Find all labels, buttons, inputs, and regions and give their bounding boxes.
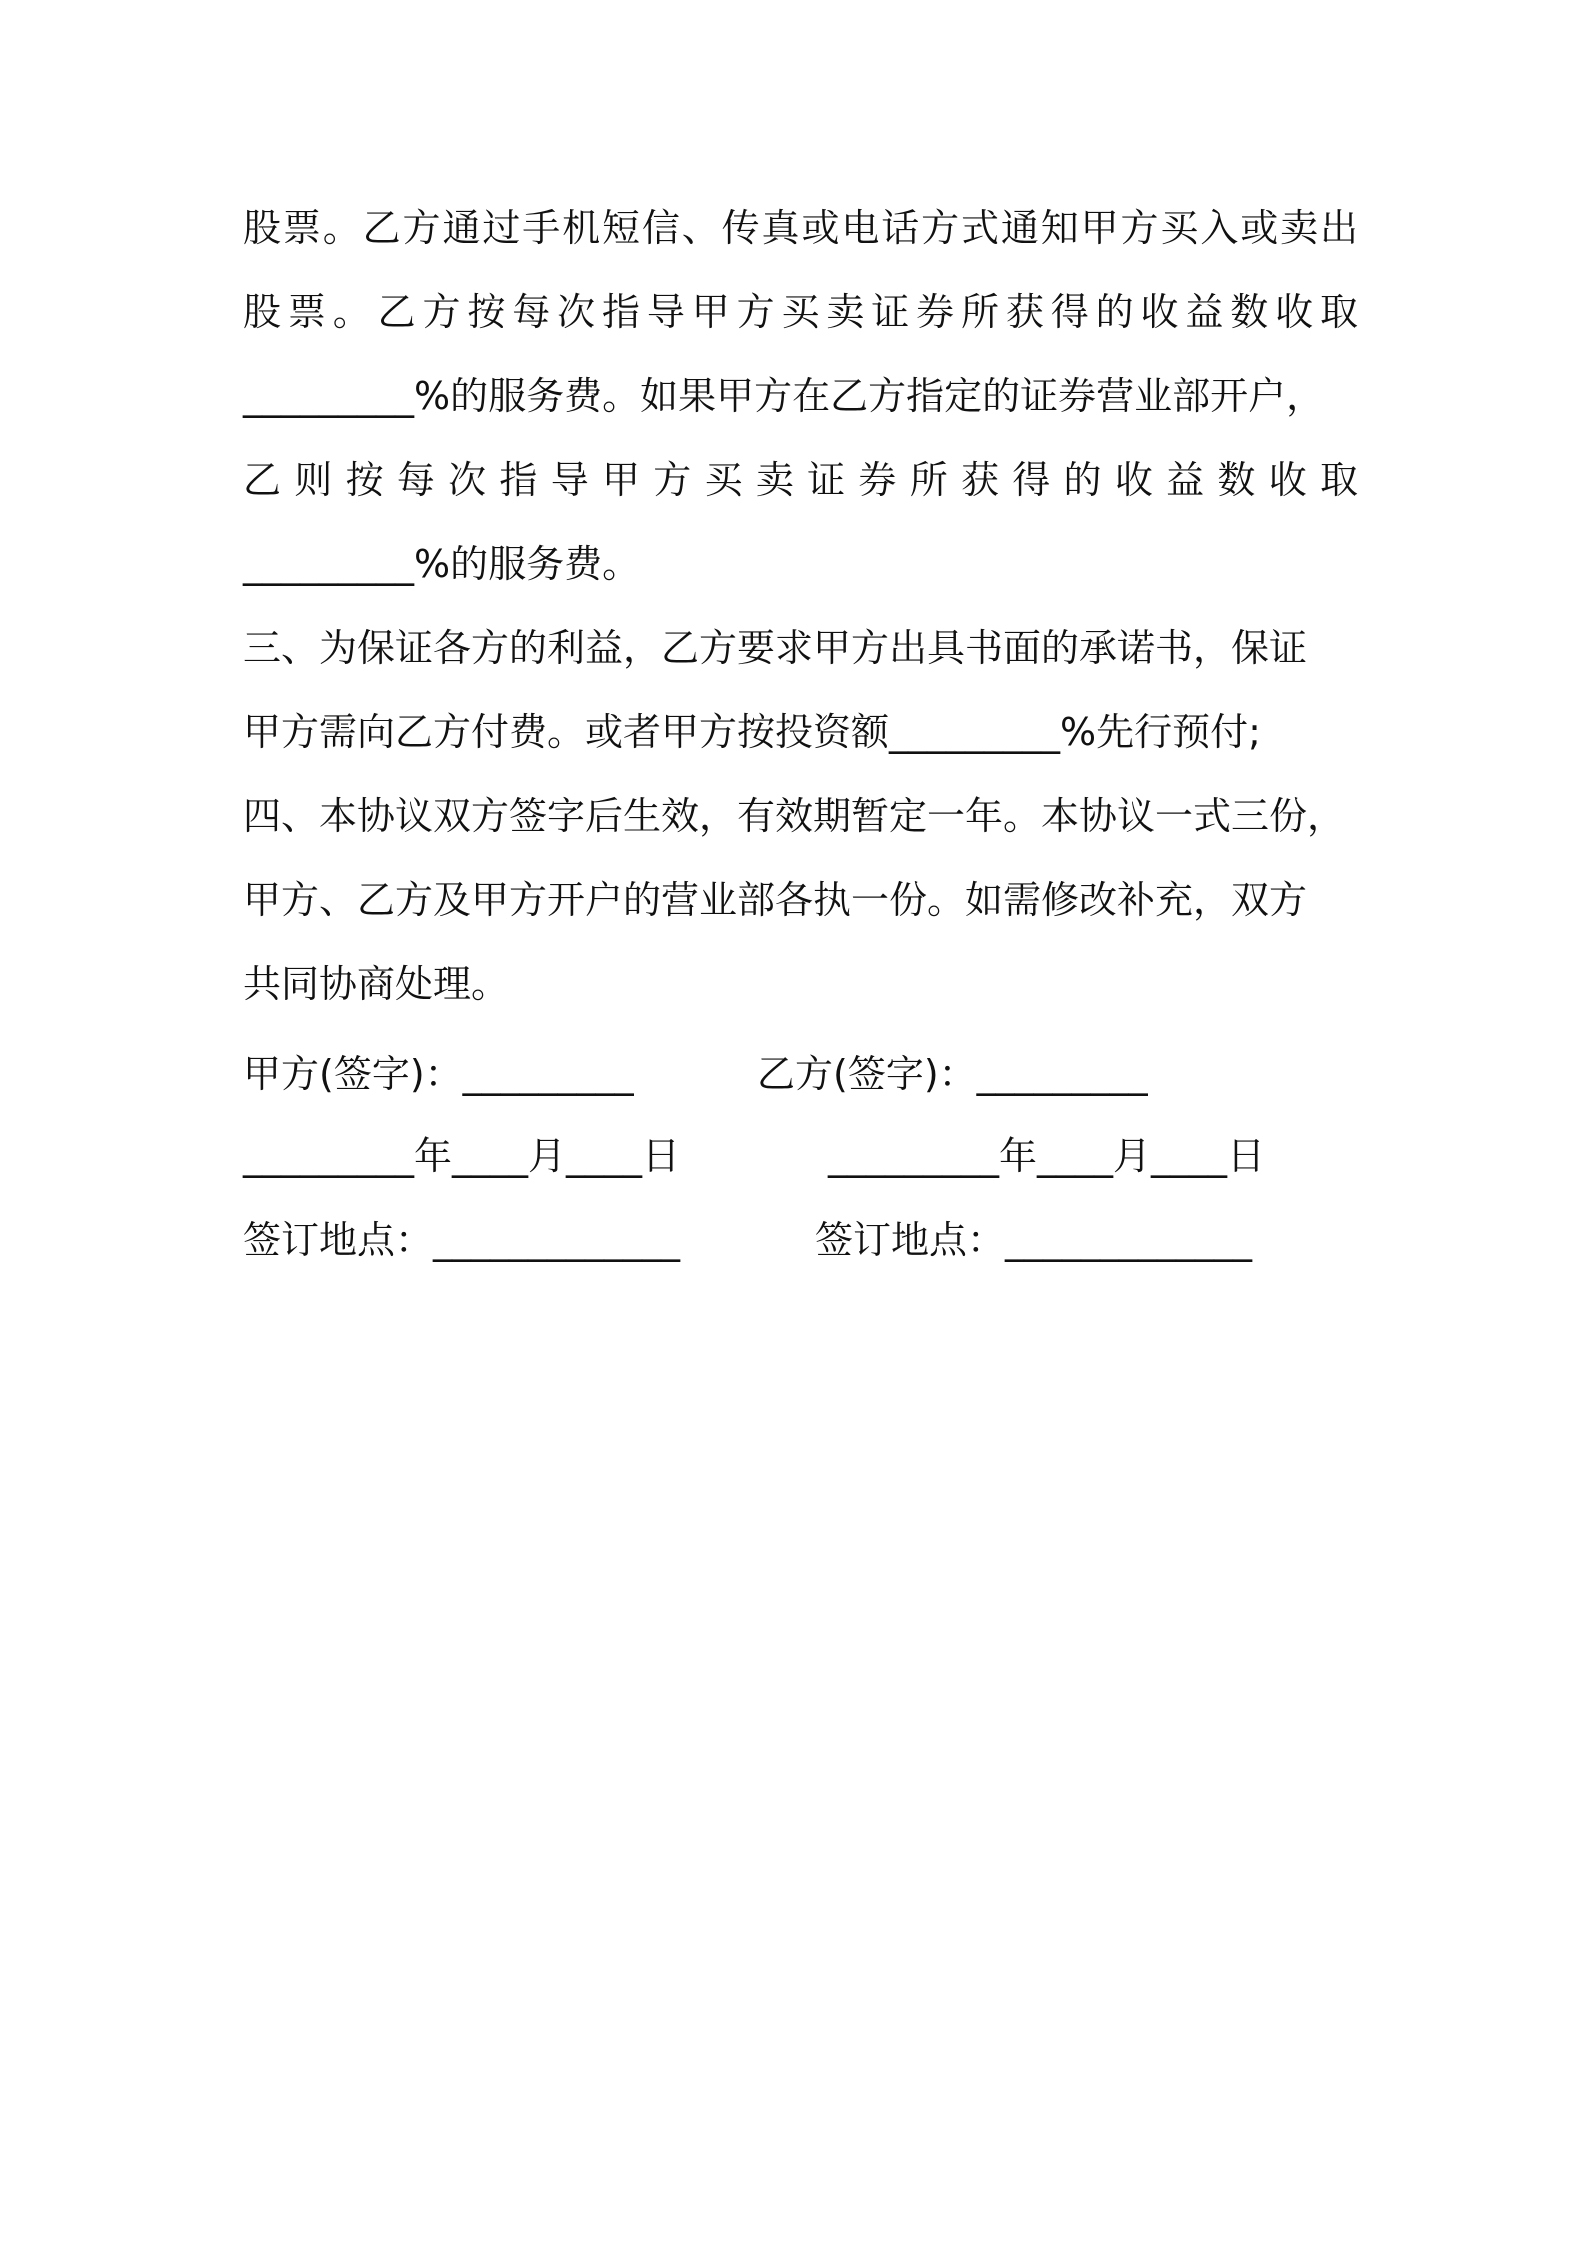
body-line-2: 股票。乙方按每次指导甲方买卖证券所获得的收益数收取 <box>243 290 1358 334</box>
body-line-7: 甲方需向乙方付费。或者甲方按投资额_________%先行预付; <box>243 710 1261 754</box>
body-line-1: 股票。乙方通过手机短信、传真或电话方式通知甲方买入或卖出 <box>243 206 1358 250</box>
body-line-5: _________%的服务费。 <box>243 542 641 586</box>
body-line-3: _________%的服务费。如果甲方在乙方指定的证券营业部开户， <box>243 374 1325 418</box>
party-a-place: 签订地点：_____________ <box>243 1218 681 1262</box>
party-b-place: 签订地点：_____________ <box>815 1218 1253 1262</box>
party-b-signature: 乙方(签字)：_________ <box>757 1052 1148 1096</box>
body-line-6: 三、为保证各方的利益，乙方要求甲方出具书面的承诺书，保证 <box>243 626 1308 670</box>
party-a-date: _________年____月____日 <box>243 1134 681 1178</box>
body-line-9: 甲方、乙方及甲方开户的营业部各执一份。如需修改补充，双方 <box>243 878 1308 922</box>
body-line-4: 乙则按每次指导甲方买卖证券所获得的收益数收取 <box>243 458 1358 502</box>
party-b-date: _________年____月____日 <box>828 1134 1266 1178</box>
party-a-signature: 甲方(签字)：_________ <box>243 1052 634 1096</box>
body-line-8: 四、本协议双方签字后生效，有效期暂定一年。本协议一式三份， <box>243 794 1346 838</box>
body-line-10: 共同协商处理。 <box>243 962 510 1006</box>
